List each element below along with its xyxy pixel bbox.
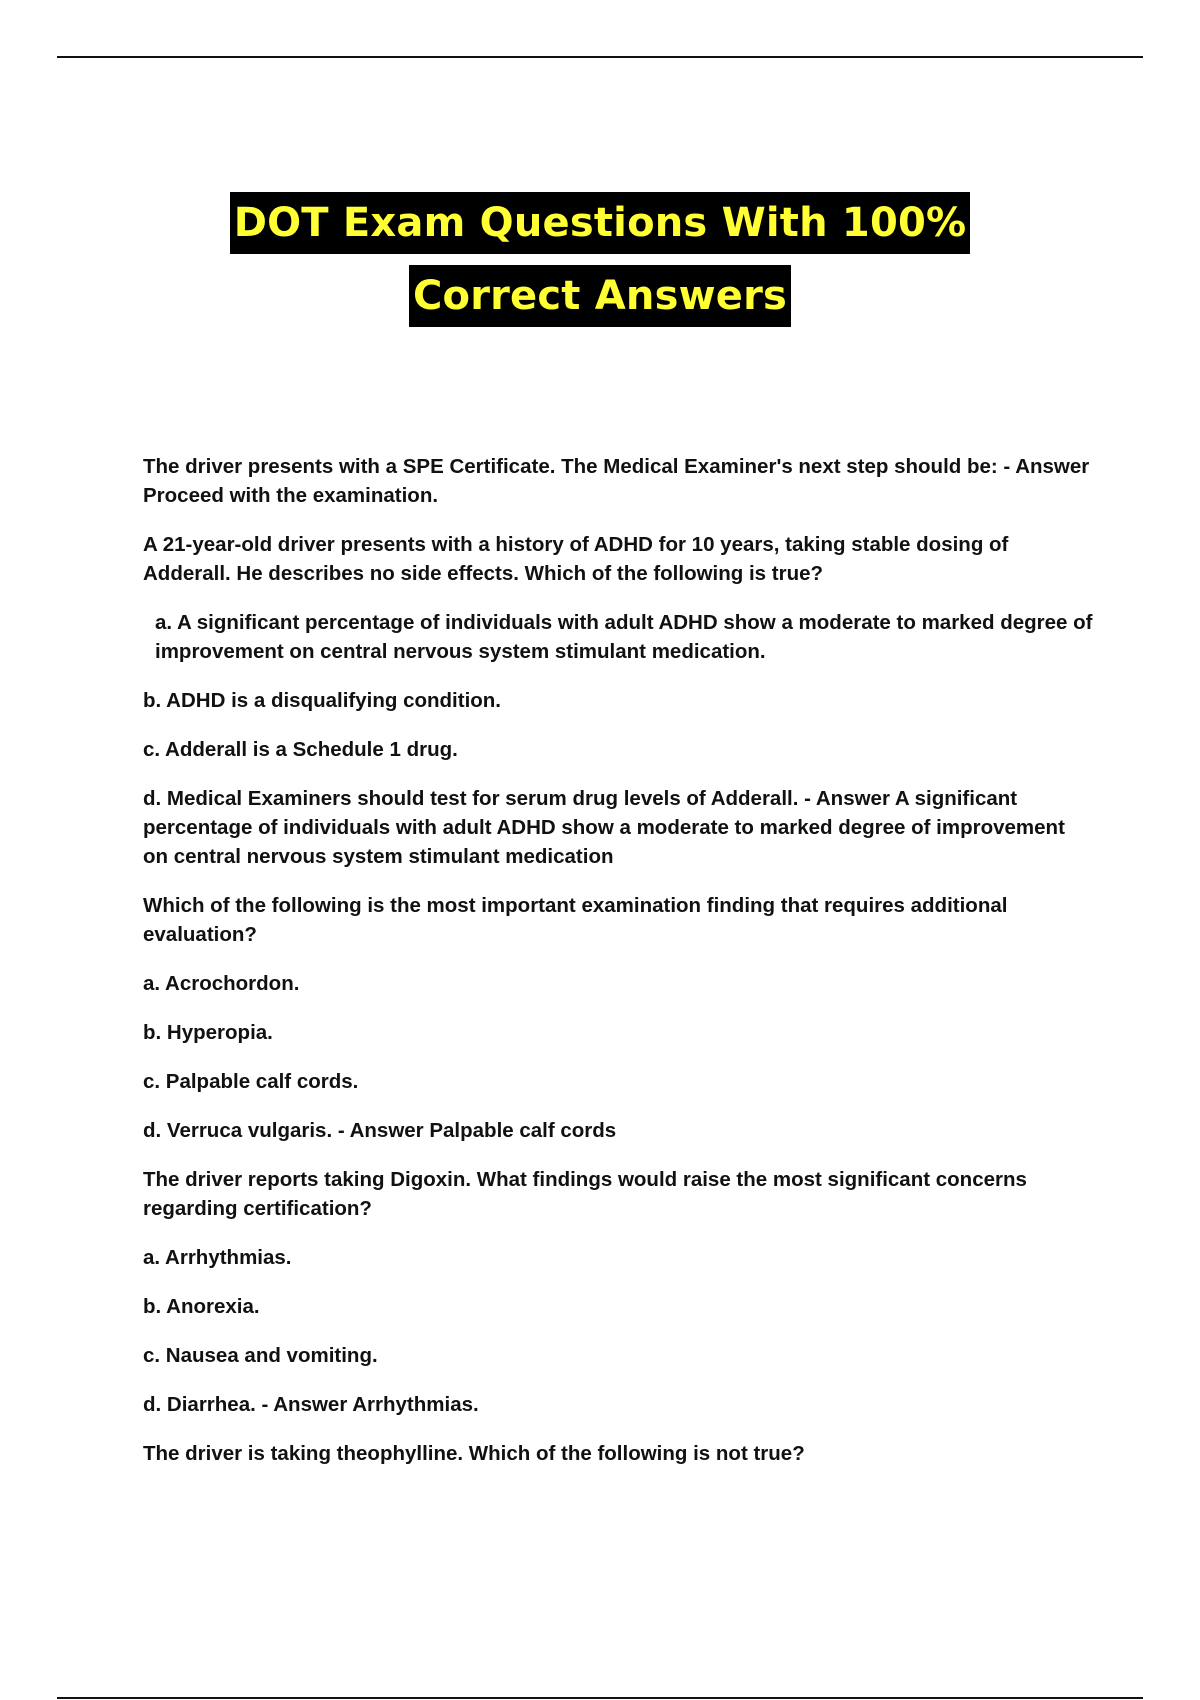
paragraph-adhd-option-d-answer: d. Medical Examiners should test for serum drug levels of Adderall. - Answer A significant percentage of individuals with adult ADHD show a moderate to marked degree of improvement on central nervous system stimulant medication: [143, 787, 1065, 868]
top-rule: [57, 56, 1143, 58]
paragraph-digoxin-question: The driver reports taking Digoxin. What findings would raise the most significant concerns regarding certification?: [143, 1168, 1027, 1220]
paragraph-spe-question: The driver presents with a SPE Certificate. The Medical Examiner's next step should be: - Answer Proceed with the examination.: [143, 455, 1090, 507]
paragraph-digoxin-option-a: a. Arrhythmias.: [143, 1246, 292, 1269]
paragraph-theophylline-question: The driver is taking theophylline. Which of the following is not true?: [143, 1442, 805, 1465]
paragraph-exam-option-c: c. Palpable calf cords.: [143, 1070, 359, 1093]
paragraph-adhd-option-b: b. ADHD is a disqualifying condition.: [143, 689, 501, 712]
paragraph-digoxin-option-c: c. Nausea and vomiting.: [143, 1344, 378, 1367]
paragraph-adhd-question: A 21-year-old driver presents with a history of ADHD for 10 years, taking stable dosing of Adderall. He describes no side effects. Which of the following is true?: [143, 533, 1009, 585]
title-line-1: DOT Exam Questions With 100%: [230, 192, 971, 254]
paragraph-exam-option-a: a. Acrochordon.: [143, 972, 300, 995]
paragraph-exam-option-b: b. Hyperopia.: [143, 1021, 273, 1044]
paragraph-digoxin-option-b: b. Anorexia.: [143, 1295, 260, 1318]
paragraph-adhd-option-a: a. A significant percentage of individuals with adult ADHD show a moderate to marked degree of improvement on central nervous system stimulant medication.: [155, 611, 1093, 663]
title-block: [0, 192, 1200, 327]
paragraph-digoxin-option-d-answer: d. Diarrhea. - Answer Arrhythmias.: [143, 1393, 479, 1416]
title-line-2: Correct Answers: [409, 265, 791, 327]
paragraph-adhd-option-c: c. Adderall is a Schedule 1 drug.: [143, 738, 458, 761]
paragraph-exam-finding-question: Which of the following is the most important examination finding that requires additional evaluation?: [143, 894, 1008, 946]
bottom-rule: [57, 1697, 1143, 1699]
paragraph-exam-option-d-answer: d. Verruca vulgaris. - Answer Palpable calf cords: [143, 1119, 617, 1142]
document-body: [143, 452, 1093, 1488]
